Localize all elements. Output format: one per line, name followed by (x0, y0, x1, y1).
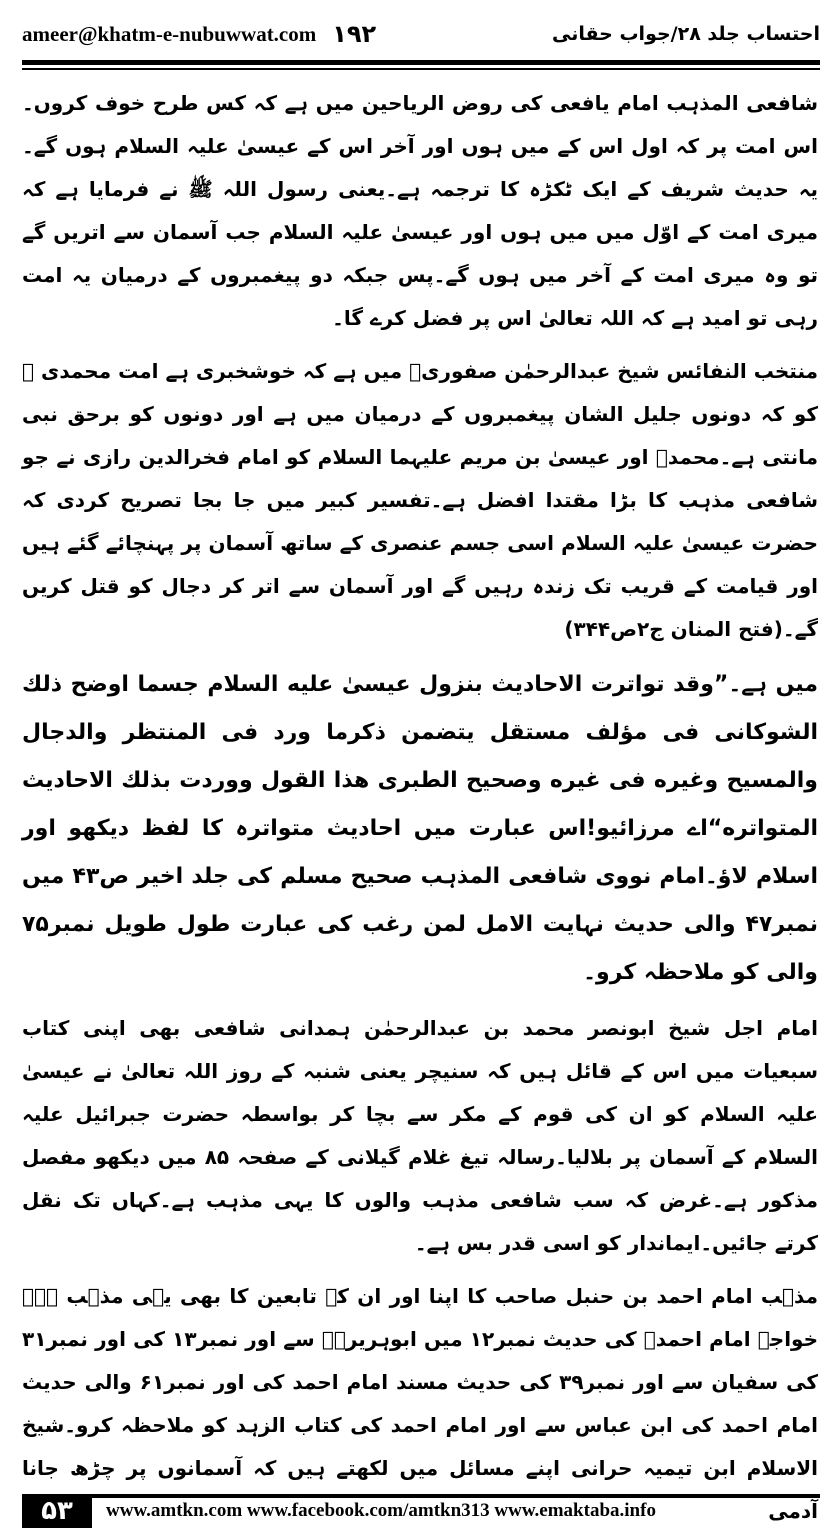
paragraph-5: مذہب امام احمد بن حنبل صاحب کا اپنا اور ان کے تابعین کا بھی یہی مذہب ہے۔خواجہ امام احمدؒ کی حدیث نمبر۱۲ میں ابوہریرہؓ سے اور نمبر۱۳ کی اور نمبر۳۱ کی سفیان سے اور نمبر۳۹ کی حدیث مسند امام احمد کی اور نمبر۶۱ والی حدیث امام احمد کی ابن عباس سے اور امام احمد کی کتاب الزہد کو ملاحظہ کرو۔شیخ الاسلام ابن تیمیہ حرانی اپنے مسائل میں لکھتے ہیں کہ آسمانوں پر چڑھ جانا آدمی (22, 1284, 819, 1523)
header-rule-thick (22, 60, 820, 65)
page-header (22, 14, 820, 54)
footer-urls: www.amtkn.com www.facebook.com/amtkn313 www.emaktaba.info (106, 1500, 656, 1521)
header-page-number: ۱۹۲ (332, 20, 377, 48)
header-rule-thin (22, 68, 820, 70)
paragraph-1: شافعی المذہب امام یافعی کی روض الریاحین میں ہے کہ کس طرح خوف کروں۔اس امت پر کہ اول اس کے میں ہوں اور آخر اس کے عیسیٰ علیہ السلام ہوں گے۔یہ حدیث شریف کے ایک ٹکڑہ کا ترجمہ ہے۔یعنی رسول اللہ ﷺ نے فرمایا ہے کہ میری امت کے اوّل میں میں ہوں اور عیسیٰ علیہ السلام جب آسمان سے اتریں گے تو وہ میری امت کے آخر میں ہوں گے۔پس جبکہ دو پیغمبروں کے درمیان یہ امت رہی تو امید ہے کہ اللہ تعالیٰ اس پر فضل کرے گا۔ (22, 91, 818, 330)
paragraph-4: امام اجل شیخ ابونصر محمد بن عبدالرحمٰن ہمدانی شافعی بھی اپنی کتاب سبعیات میں اس کے قائل ہیں کہ سنیچر یعنی شنبہ کے روز اللہ تعالیٰ نے عیسیٰ علیہ السلام کو ان کی قوم کے مکر سے بچا کر بواسطہ حضرت جبرائیل علیہ السلام کے آسمان پر بلالیا۔رسالہ تیغ غلام گیلانی کے صفحہ ۸۵ میں دیکھو مفصل مذکور ہے۔غرض کہ سب شافعی مذہب والوں کا یہی مذہب ہے۔کہاں تک نقل کرتے جائیں۔ایماندار کو اسی قدر بس ہے۔ (22, 1016, 818, 1255)
page-footer (22, 1494, 820, 1528)
footer-rule (92, 1494, 820, 1498)
paragraph-2: منتخب النفائس شیخ عبدالرحمٰن صفوریؒ میں ہے کہ خوشخبری ہے امت محمدی ﷺ کو کہ دونوں جلیل الشان پیغمبروں کے درمیان میں ہے اور دونوں کو برحق نبی مانتی ہے۔محمدؐ اور عیسیٰ بن مریم علیہما السلام کو امام فخرالدین رازی نے جو شافعی مذہب کا بڑا مقتدا افضل ہے۔تفسیر کبیر میں جا بجا تصریح کردی کہ حضرت عیسیٰ علیہ السلام اسی جسم عنصری کے ساتھ آسمان پر پہنچائے گئے ہیں اور قیامت کے قریب تک زندہ رہیں گے اور آسمان سے اتر کر دجال کو قتل کریں گے۔(فتح المنان ج۲ص۳۴۴) (22, 359, 818, 641)
header-email: ameer@khatm-e-nubuwwat.com (22, 21, 317, 46)
paragraph-3: میں ہے۔”وقد تواترت الاحادیث بنزول عیسیٰ علیه السلام جسما اوضح ذلك الشوکانی فی مؤلف مستقل یتضمن ذکرما ورد فی المنتظر والدجال والمسیح وغیره فی غیره وصحیح الطبری هذا القول ووردت بذلك الاحادیث المتواتره“اے مرزائیو!اس عبارت میں احادیث متواترہ کا لفظ دیکھو اور اسلام لاؤ۔امام نووی شافعی المذہب صحیح مسلم کی جلد اخیر ص۴۳ میں نمبر۴۷ والی حدیث نہایت الامل لمن رغب کی عبارت طول طویل نمبر۷۵ والی کو ملاحظہ کرو۔ (22, 672, 819, 985)
header-left (22, 20, 376, 48)
footer-page-number: ۵۳ (22, 1494, 92, 1528)
header-title: احتساب جلد ۲۸/جواب حقانی (551, 23, 820, 45)
